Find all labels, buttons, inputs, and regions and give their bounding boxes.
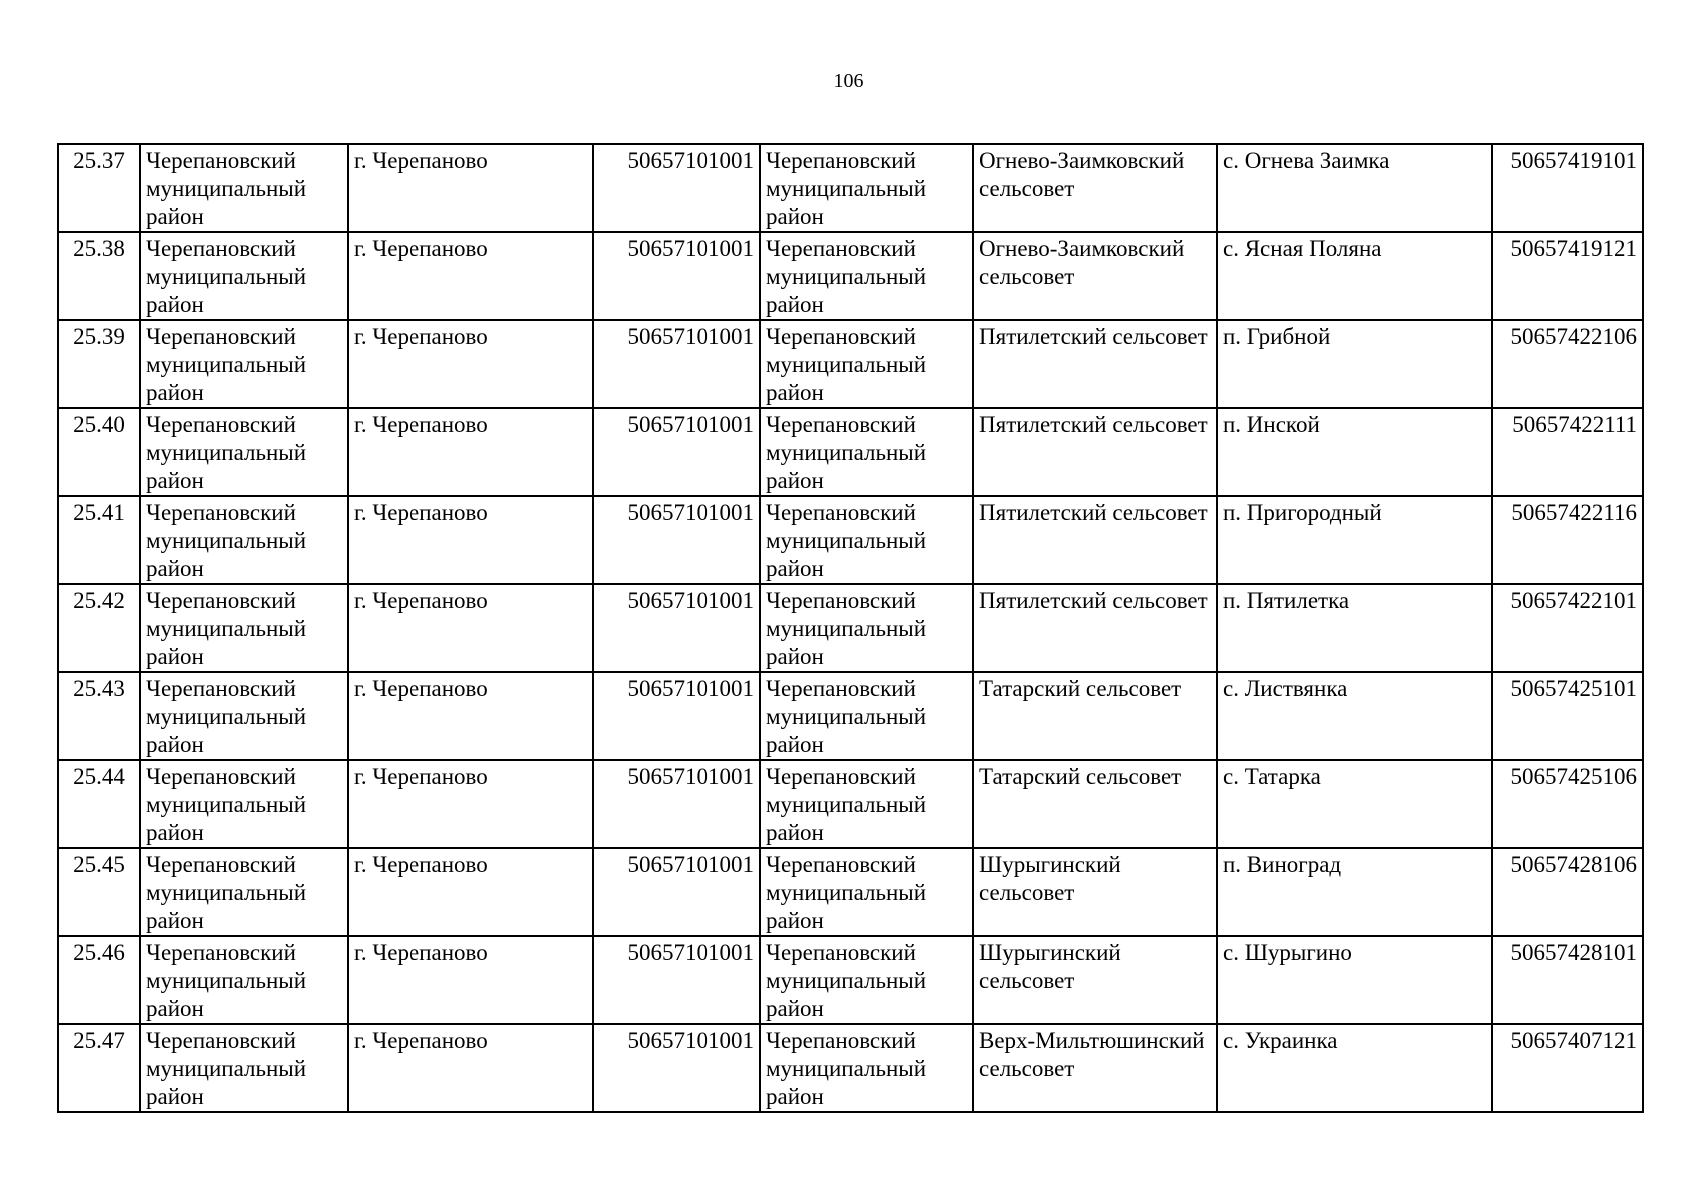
locality-code-cell: 50657422106 xyxy=(1492,320,1643,408)
admin-center-cell: г. Черепаново xyxy=(348,1024,593,1112)
locality-cell: п. Пятилетка xyxy=(1217,584,1492,672)
settlements-table xyxy=(57,143,1644,1113)
admin-center-cell: г. Черепаново xyxy=(348,672,593,760)
admin-center-code-cell: 50657101001 xyxy=(593,760,760,848)
row-number: 25.46 xyxy=(58,936,140,1024)
locality-code-cell: 50657419121 xyxy=(1492,232,1643,320)
table-row xyxy=(58,408,1643,496)
row-number: 25.41 xyxy=(58,496,140,584)
admin-center-code-cell: 50657101001 xyxy=(593,1024,760,1112)
row-number: 25.42 xyxy=(58,584,140,672)
locality-cell: п. Инской xyxy=(1217,408,1492,496)
district-cell: Черепановский муниципальный район xyxy=(140,232,348,320)
locality-code-cell: 50657422116 xyxy=(1492,496,1643,584)
table-row xyxy=(58,760,1643,848)
locality-cell: п. Пригородный xyxy=(1217,496,1492,584)
table-row xyxy=(58,232,1643,320)
admin-center-cell: г. Черепаново xyxy=(348,232,593,320)
settlement-cell: Пятилетский сельсовет xyxy=(973,408,1217,496)
settlement-cell: Пятилетский сельсовет xyxy=(973,584,1217,672)
municipality-cell: Черепановский муниципальный район xyxy=(760,848,973,936)
locality-code-cell: 50657425101 xyxy=(1492,672,1643,760)
admin-center-cell: г. Черепаново xyxy=(348,584,593,672)
admin-center-cell: г. Черепаново xyxy=(348,496,593,584)
admin-center-cell: г. Черепаново xyxy=(348,760,593,848)
locality-cell: с. Листвянка xyxy=(1217,672,1492,760)
locality-code-cell: 50657422101 xyxy=(1492,584,1643,672)
locality-cell: п. Грибной xyxy=(1217,320,1492,408)
admin-center-code-cell: 50657101001 xyxy=(593,144,760,232)
locality-cell: с. Украинка xyxy=(1217,1024,1492,1112)
municipality-cell: Черепановский муниципальный район xyxy=(760,584,973,672)
district-cell: Черепановский муниципальный район xyxy=(140,144,348,232)
table-row xyxy=(58,848,1643,936)
page-number: 106 xyxy=(833,70,864,92)
settlement-cell: Шурыгинский сельсовет xyxy=(973,936,1217,1024)
locality-code-cell: 50657419101 xyxy=(1492,144,1643,232)
district-cell: Черепановский муниципальный район xyxy=(140,848,348,936)
district-cell: Черепановский муниципальный район xyxy=(140,320,348,408)
admin-center-cell: г. Черепаново xyxy=(348,320,593,408)
admin-center-code-cell: 50657101001 xyxy=(593,320,760,408)
row-number: 25.38 xyxy=(58,232,140,320)
locality-code-cell: 50657428106 xyxy=(1492,848,1643,936)
locality-cell: с. Огнева Заимка xyxy=(1217,144,1492,232)
district-cell: Черепановский муниципальный район xyxy=(140,760,348,848)
municipality-cell: Черепановский муниципальный район xyxy=(760,672,973,760)
municipality-cell: Черепановский муниципальный район xyxy=(760,408,973,496)
municipality-cell: Черепановский муниципальный район xyxy=(760,760,973,848)
settlement-cell: Татарский сельсовет xyxy=(973,672,1217,760)
district-cell: Черепановский муниципальный район xyxy=(140,672,348,760)
table-row xyxy=(58,584,1643,672)
admin-center-code-cell: 50657101001 xyxy=(593,584,760,672)
row-number: 25.44 xyxy=(58,760,140,848)
admin-center-cell: г. Черепаново xyxy=(348,936,593,1024)
locality-cell: п. Виноград xyxy=(1217,848,1492,936)
settlement-cell: Татарский сельсовет xyxy=(973,760,1217,848)
district-cell: Черепановский муниципальный район xyxy=(140,1024,348,1112)
locality-cell: с. Ясная Поляна xyxy=(1217,232,1492,320)
admin-center-code-cell: 50657101001 xyxy=(593,936,760,1024)
locality-code-cell: 50657407121 xyxy=(1492,1024,1643,1112)
admin-center-code-cell: 50657101001 xyxy=(593,232,760,320)
table-row xyxy=(58,1024,1643,1112)
row-number: 25.47 xyxy=(58,1024,140,1112)
admin-center-code-cell: 50657101001 xyxy=(593,408,760,496)
table-row xyxy=(58,144,1643,232)
locality-cell: с. Шурыгино xyxy=(1217,936,1492,1024)
municipality-cell: Черепановский муниципальный район xyxy=(760,496,973,584)
row-number: 25.39 xyxy=(58,320,140,408)
settlement-cell: Пятилетский сельсовет xyxy=(973,496,1217,584)
row-number: 25.37 xyxy=(58,144,140,232)
settlement-cell: Огнево-Заимковский сельсовет xyxy=(973,232,1217,320)
district-cell: Черепановский муниципальный район xyxy=(140,936,348,1024)
locality-code-cell: 50657422111 xyxy=(1492,408,1643,496)
admin-center-code-cell: 50657101001 xyxy=(593,496,760,584)
locality-code-cell: 50657428101 xyxy=(1492,936,1643,1024)
settlement-cell: Пятилетский сельсовет xyxy=(973,320,1217,408)
table-row xyxy=(58,936,1643,1024)
district-cell: Черепановский муниципальный район xyxy=(140,496,348,584)
municipality-cell: Черепановский муниципальный район xyxy=(760,936,973,1024)
locality-code-cell: 50657425106 xyxy=(1492,760,1643,848)
municipality-cell: Черепановский муниципальный район xyxy=(760,144,973,232)
district-cell: Черепановский муниципальный район xyxy=(140,584,348,672)
settlement-cell: Шурыгинский сельсовет xyxy=(973,848,1217,936)
row-number: 25.43 xyxy=(58,672,140,760)
table-row xyxy=(58,320,1643,408)
admin-center-code-cell: 50657101001 xyxy=(593,672,760,760)
settlement-cell: Верх-Мильтюшинский сельсовет xyxy=(973,1024,1217,1112)
settlement-cell: Огнево-Заимковский сельсовет xyxy=(973,144,1217,232)
table-row xyxy=(58,496,1643,584)
row-number: 25.40 xyxy=(58,408,140,496)
admin-center-cell: г. Черепаново xyxy=(348,408,593,496)
admin-center-cell: г. Черепаново xyxy=(348,848,593,936)
table-row xyxy=(58,672,1643,760)
municipality-cell: Черепановский муниципальный район xyxy=(760,232,973,320)
municipality-cell: Черепановский муниципальный район xyxy=(760,1024,973,1112)
locality-cell: с. Татарка xyxy=(1217,760,1492,848)
admin-center-code-cell: 50657101001 xyxy=(593,848,760,936)
municipality-cell: Черепановский муниципальный район xyxy=(760,320,973,408)
row-number: 25.45 xyxy=(58,848,140,936)
table-body xyxy=(58,144,1643,1112)
admin-center-cell: г. Черепаново xyxy=(348,144,593,232)
district-cell: Черепановский муниципальный район xyxy=(140,408,348,496)
